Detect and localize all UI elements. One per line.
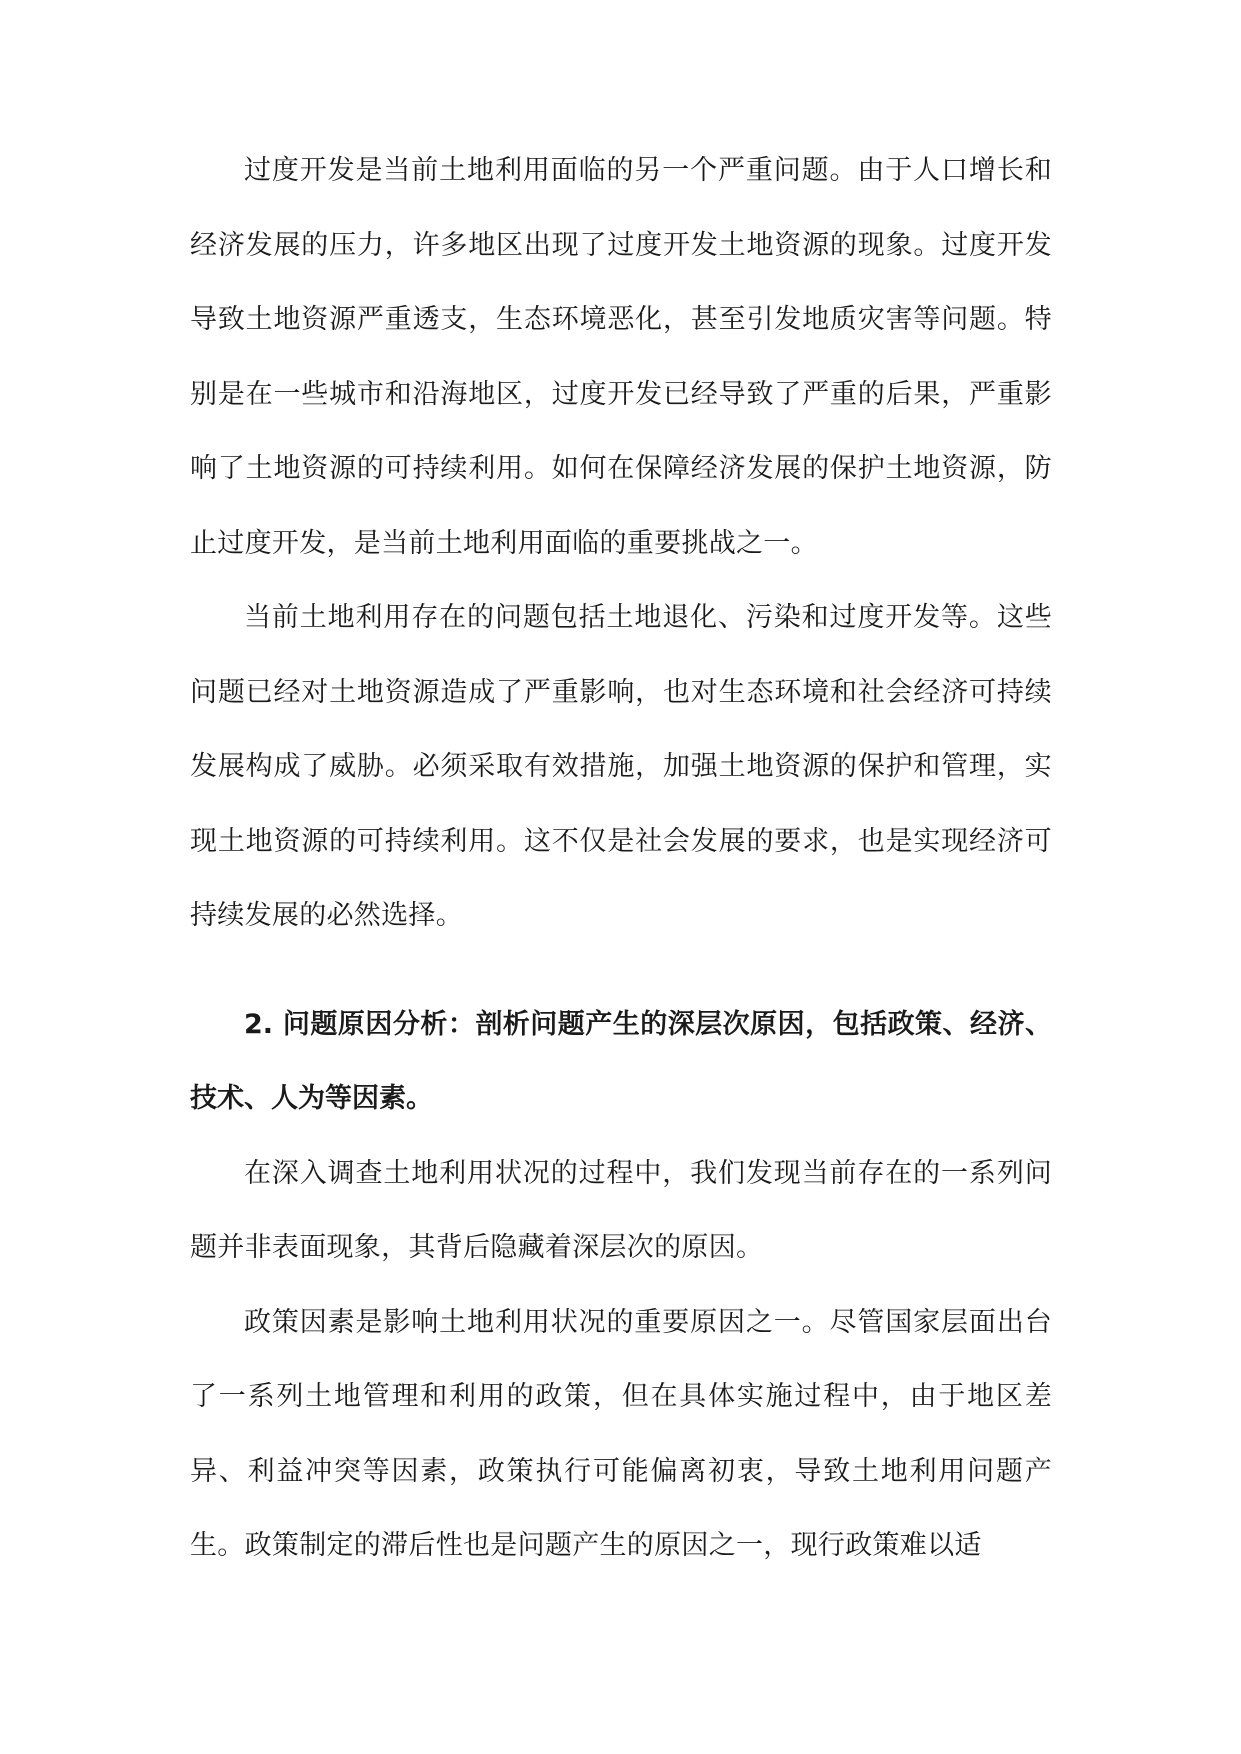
paragraph-deep-causes: 在深入调查土地利用状况的过程中，我们发现当前存在的一系列问题并非表面现象，其背后隐藏着深层次的原因。 — [190, 1157, 1052, 1263]
document-page — [190, 134, 1052, 1584]
section-heading: 2. 问题原因分析：剖析问题产生的深层次原因，包括政策、经济、技术、人为等因素。 — [190, 1008, 1052, 1114]
paragraph-policy-factors: 政策因素是影响土地利用状况的重要原因之一。尽管国家层面出台了一系列土地管理和利用的政策，但在具体实施过程中，由于地区差异、利益冲突等因素，政策执行可能偏离初衷，导致土地利用问题产生。政策制定的滞后性也是问题产生的原因之一，现行政策难以适 — [190, 1306, 1052, 1561]
paragraph-overdevelopment: 过度开发是当前土地利用面临的另一个严重问题。由于人口增长和经济发展的压力，许多地区出现了过度开发土地资源的现象。过度开发导致土地资源严重透支，生态环境恶化，甚至引发地质灾害等问题。特别是在一些城市和沿海地区，过度开发已经导致了严重的后果，严重影响了土地资源的可持续利用。如何在保障经济发展的保护土地资源，防止过度开发，是当前土地利用面临的重要挑战之一。 — [190, 155, 1052, 559]
paragraph-problems-summary: 当前土地利用存在的问题包括土地退化、污染和过度开发等。这些问题已经对土地资源造成了严重影响，也对生态环境和社会经济可持续发展构成了威胁。必须采取有效措施，加强土地资源的保护和管理，实现土地资源的可持续利用。这不仅是社会发展的要求，也是实现经济可持续发展的必然选择。 — [190, 602, 1052, 931]
